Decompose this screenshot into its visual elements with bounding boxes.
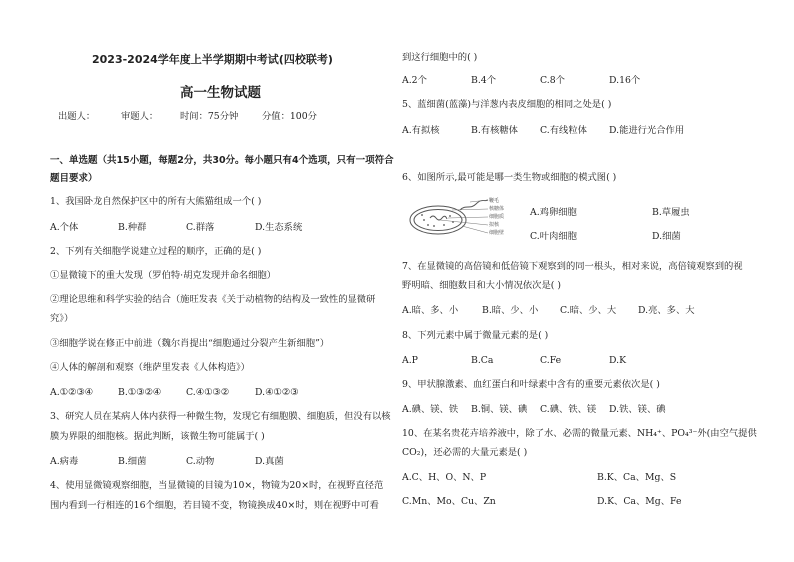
q4-option-d: D.16个 [609,75,641,86]
q4-option-b: B.4个 [471,75,496,86]
label-ribosome: 核糖体 [489,206,505,212]
q2-option-c: C.④①③② [186,387,230,398]
meta-author: 出题人： [58,111,96,122]
q4-option-c: C.8个 [540,75,565,86]
subject-title: 高一生物试题 [180,85,261,101]
label-cytoplasm: 细胞质 [489,214,505,220]
q2-item-1: ①显微镜下的重大发现（罗伯特·胡克发现并命名细胞） [50,270,277,281]
q5-option-b: B.有核糖体 [471,125,518,136]
q5-option-a: A.有拟核 [402,125,440,136]
q1-option-c: C.群落 [186,222,215,233]
label-cell-wall: 细胞壁 [489,230,505,236]
q5-stem: 5、蓝细菌(蓝藻)与洋葱内表皮细胞的相同之处是( ) [402,99,612,110]
q1-option-b: B.种群 [118,222,147,233]
q2-option-b: B.①③②④ [118,387,162,398]
q2-item-4: ④人体的解剖和观察（维萨里发表《人体构造》） [50,362,250,373]
q3-option-a: A.病毒 [50,456,79,467]
q6-stem: 6、如图所示,最可能是哪一类生物或细胞的模式图( ) [402,172,617,183]
meta-time: 时间：75分钟 [180,111,239,122]
q7-option-a: A.暗、多、小 [402,305,459,316]
q3-option-c: C.动物 [186,456,215,467]
q6-option-b: B.草履虫 [652,207,690,218]
q10-option-a: A.C、H、O、N、P [402,472,487,483]
q3-stem-line2: 膜为界限的细胞核。据此判断，该微生物可能属于( ) [50,431,265,442]
q4-stem-line3: 到这行细胞中的( ) [402,52,478,63]
section-heading-line1: 一、单选题（共15小题，每题2分，共30分。每小题只有4个选项，只有一项符合 [50,155,394,166]
meta-score: 分值：100分 [262,111,317,122]
q1-option-d: D.生态系统 [255,222,303,233]
label-flagellum: 鞭毛 [489,198,500,204]
q6-option-d: D.细菌 [652,231,681,242]
q2-option-d: D.④①②③ [255,387,299,398]
meta-reviewer: 审题人： [121,111,159,122]
q1-stem: 1、我国卧龙自然保护区中的所有大熊猫组成一个( ) [50,196,262,207]
q8-option-d: D.K [609,355,627,366]
q4-stem-line1: 4、使用显微镜观察细胞，当显微镜的目镜为10×，物镜为20×时，在视野直径范 [50,480,384,491]
q8-stem: 8、下列元素中属于微量元素的是( ) [402,330,549,341]
label-nucleoid: 拟核 [489,222,500,228]
diagram-labels [489,197,504,237]
q7-stem-line2: 野明暗、细胞数目和大小情况依次是( ) [402,280,561,291]
q9-option-b: B.铜、镁、碘 [471,404,528,415]
q7-stem-line1: 7、在显微镜的高倍镜和低倍镜下观察到的同一根头，相对来说，高倍镜观察到的视 [402,261,743,272]
q3-option-d: D.真菌 [255,456,284,467]
q9-stem: 9、甲状腺激素、血红蛋白和叶绿素中含有的重要元素依次是( ) [402,379,660,390]
q7-option-d: D.亮、多、大 [638,305,695,316]
q8-option-b: B.Ca [471,355,494,366]
q10-option-c: C.Mn、Mo、Cu、Zn [402,496,496,507]
q3-option-b: B.细菌 [118,456,147,467]
q6-option-c: C.叶肉细胞 [530,231,577,242]
q4-stem-line2: 围内看到一行相连的16个细胞，若目镜不变，物镜换成40×时，则在视野中可看 [50,500,379,511]
q6-option-a: A.鸡卵细胞 [530,207,577,218]
q5-option-d: D.能进行光合作用 [609,125,685,136]
q2-option-a: A.①②③④ [50,387,94,398]
q2-stem: 2、下列有关细胞学说建立过程的顺序，正确的是( ) [50,246,262,257]
q4-option-a: A.2个 [402,75,427,86]
q10-option-b: B.K、Ca、Mg、S [597,472,677,483]
q10-stem-line2: CO₂)，还必需的大量元素是( ) [402,447,528,458]
q2-item-2-cont: 究》） [50,313,74,324]
section-heading-line2: 题目要求） [50,173,98,184]
q8-option-a: A.P [402,355,418,366]
q7-option-c: C.暗、少、大 [560,305,617,316]
q9-option-c: C.碘、铁、镁 [540,404,597,415]
q8-option-c: C.Fe [540,355,562,366]
q2-item-3: ③细胞学说在修正中前进（魏尔肖提出“细胞通过分裂产生新细胞”） [50,338,330,349]
nucleoid-squiggle [430,216,447,220]
q5-option-c: C.有线粒体 [540,125,587,136]
q9-option-d: D.铁、镁、碘 [609,404,666,415]
q1-option-a: A.个体 [50,222,79,233]
q10-option-d: D.K、Ca、Mg、Fe [597,496,682,507]
q3-stem-line1: 3、研究人员在某病人体内获得一种微生物，发现它有细胞膜、细胞质，但没有以核 [50,411,391,422]
exam-title: 2023-2024学年度上半学期期中考试(四校联考) [92,53,333,66]
q10-stem-line1: 10、在某名贵花卉培养液中，除了水、必需的微量元素、NH₄⁺、PO₄³⁻外(由空气提供 [402,428,757,439]
q7-option-b: B.暗、少、小 [482,305,539,316]
q2-item-2: ②理论思维和科学实验的结合（施旺发表《关于动植物的结构及一致性的显微研 [50,294,376,305]
q9-option-a: A.碘、镁、铁 [402,404,459,415]
